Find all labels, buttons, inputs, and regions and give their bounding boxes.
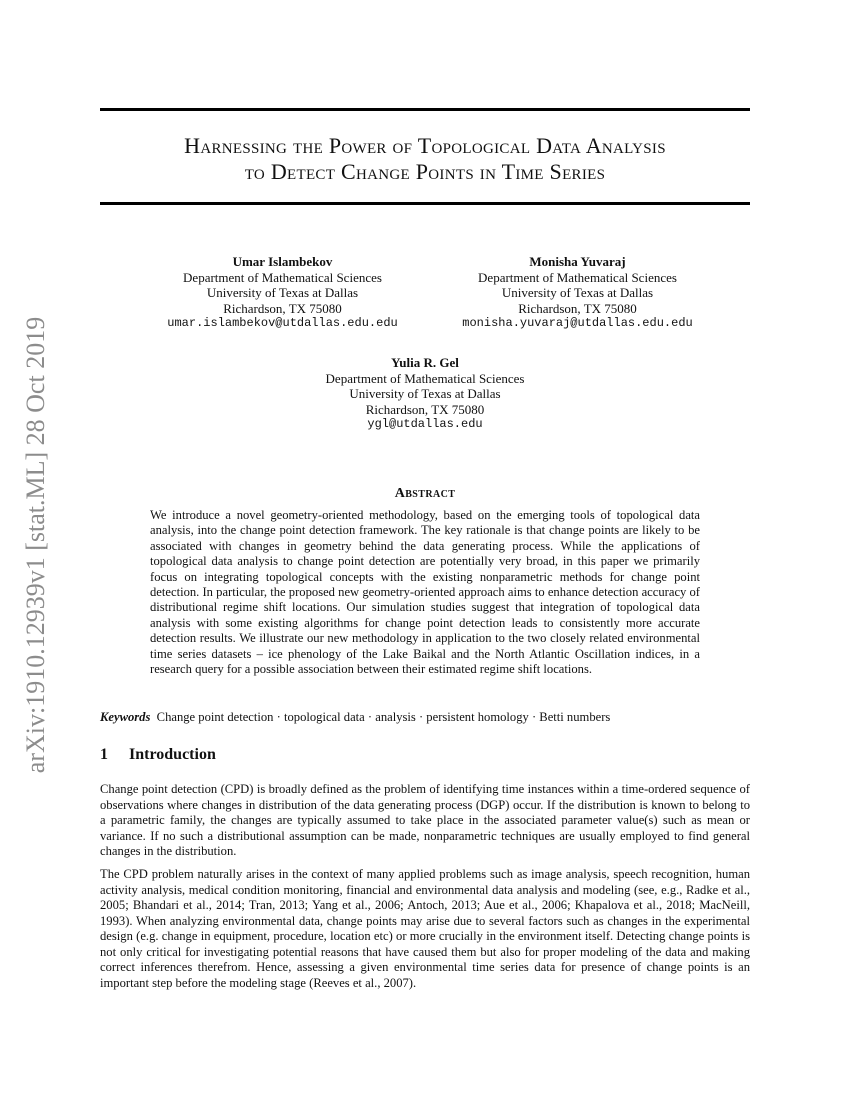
author-block-1 [150,254,415,332]
title-line-1: Harnessing the Power of Topological Data Analysis [184,133,666,158]
author-block-3 [290,355,560,433]
section-title: Introduction [129,746,216,763]
section-number: 1 [100,746,108,763]
title-rule-top [100,108,750,111]
author-location: Richardson, TX 75080 [365,401,485,417]
author-block-2 [445,254,710,332]
author-email: monisha.yuvaraj@utdallas.edu.edu [462,316,693,330]
title-line-2: to Detect Change Points in Time Series [244,159,606,184]
paper-title [100,133,750,185]
author-email: umar.islambekov@utdallas.edu.edu [167,316,398,330]
author-email: ygl@utdallas.edu [367,417,483,431]
author-university: University of Texas at Dallas [206,285,359,300]
author-department: Department of Mathematical Sciences [325,370,525,386]
author-department: Department of Mathematical Sciences [183,269,382,285]
keywords-text: Change point detection · topological data · analysis · persistent homology · Betti numbers [156,710,611,724]
author-university: University of Texas at Dallas [349,386,501,401]
author-name: Umar Islambekov [232,254,333,269]
author-name: Monisha Yuvaraj [529,254,626,269]
author-department: Department of Mathematical Sciences [478,269,677,285]
title-rule-bottom [100,202,750,205]
abstract-heading: Abstract [394,486,456,501]
abstract-text: We introduce a novel geometry-oriented methodology, based on the emerging tools of topological data analysis, into the change point detection framework. The key rationale is that change points are likely to be associated with changes in geometry behind the data generating process. While the applications of topological data analysis to change point detection are potentially very broad, in this paper we primarily focus on integrating topological concepts with the existing nonparametric methods for change point detection. In particular, the proposed new geometry-oriented approach aims to enhance detection accuracy of distributional regime shift locations. Our simulation studies suggest that integration of topological data analysis with some existing algorithms for change point detection leads to consistently more accurate detection results. We illustrate our new methodology in application to the two closely related environmental time series datasets – ice phenology of the Lake Baikal and the North Atlantic Oscillation indices, in a research query for a possible association between their estimated regime shift locations. [150,508,700,677]
keywords-line [100,710,750,725]
author-location: Richardson, TX 75080 [223,300,342,316]
arxiv-sidebar [0,0,56,1100]
keywords-label: Keywords [100,710,151,724]
section-heading [100,746,750,764]
author-name: Yulia R. Gel [391,355,459,370]
arxiv-identifier: arXiv:1910.12939v1 [stat.ML] 28 Oct 2019 [21,316,50,774]
author-university: University of Texas at Dallas [501,285,654,300]
intro-paragraph-2: The CPD problem naturally arises in the context of many applied problems such as image analysis, speech recognition, human activity analysis, medical condition monitoring, financial and environmental data analysis and modeling (see, e.g., Radke et al., 2005; Bhandari et al., 2014; Tran, 2013; Yang et al., 2006; Antoch, 2013; Aue et al., 2006; Khapalova et al., 2018; MacNeill, 1993). When analyzing environmental data, change points may arise due to several factors such as changes in the experimental design (e.g. change in equipment, procedure, location etc) or more crucially in the environment itself. Detecting change points is not only critical for investigating potential reasons that have caused them but also for proper modeling of the data and making correct inferences therefrom. Hence, assessing a given environmental time series data for presence of change points is an important step before the modeling stage (Reeves et al., 2007). [100,867,750,990]
author-location: Richardson, TX 75080 [518,300,637,316]
intro-paragraph-1: Change point detection (CPD) is broadly defined as the problem of identifying time instances within a time-ordered sequence of observations where changes in distribution of the data generating process (DGP) occur. If the distribution is known to belong to a parametric family, the changes are typically assumed to take place in the associated parameter value(s) such as mean or variance. If no such a distributional assumption can be made, nonparametric techniques are usually employed to find general changes in the distribution. [100,782,750,858]
